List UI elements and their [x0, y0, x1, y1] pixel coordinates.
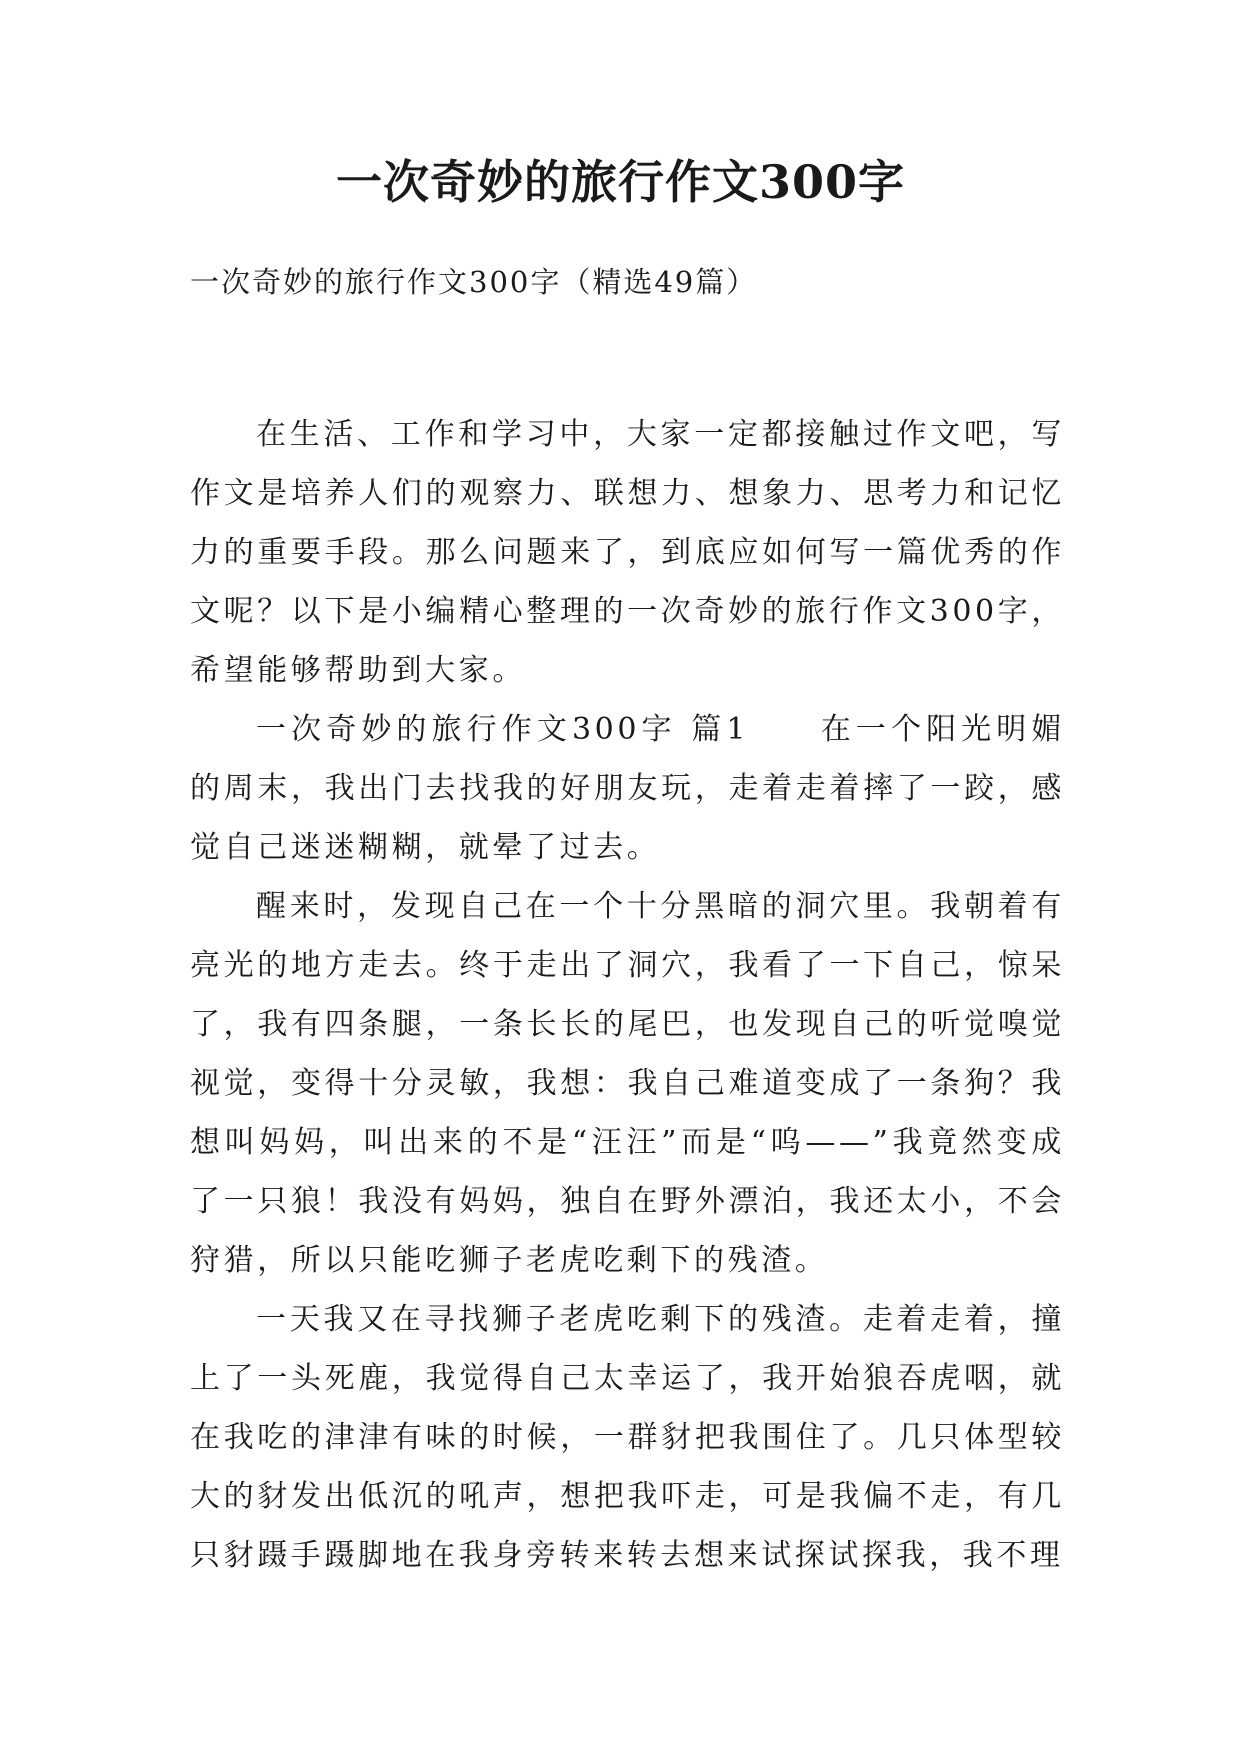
paragraph-2: 醒来时，发现自己在一个十分黑暗的洞穴里。我朝着有亮光的地方走去。终于走出了洞穴，我看了一下自己，惊呆了，我有四条腿，一条长长的尾巴，也发现自己的听觉嗅觉视觉，变得十分灵敏，我想：我自己难道变成了一条狗？我想叫妈妈，叫出来的不是“汪汪”而是“呜——”我竟然变成了一只狼！我没有妈妈，独自在野外漂泊，我还太小，不会狩猎，所以只能吃狮子老虎吃剩下的残渣。	[190, 889, 1065, 1278]
document-title: 一次奇妙的旅行作文300字	[335, 155, 906, 209]
paragraph-1: 一次奇妙的旅行作文300字 篇1 在一个阳光明媚的周末，我出门去找我的好朋友玩，走着走着摔了一跤，感觉自己迷迷糊糊，就晕了过去。	[190, 712, 1065, 865]
document-body	[190, 405, 1065, 1585]
document-subtitle: 一次奇妙的旅行作文300字（精选49篇）	[190, 265, 758, 299]
paragraph-intro: 在生活、工作和学习中，大家一定都接触过作文吧，写作文是培养人们的观察力、联想力、想象力、思考力和记忆力的重要手段。那么问题来了，到底应如何写一篇优秀的作文呢？以下是小编精心整理的一次奇妙的旅行作文300字，希望能够帮助到大家。	[190, 417, 1065, 688]
paragraph-3: 一天我又在寻找狮子老虎吃剩下的残渣。走着走着，撞上了一头死鹿，我觉得自己太幸运了，我开始狼吞虎咽，就在我吃的津津有味的时候，一群豺把我围住了。几只体型较大的豺发出低沉的吼声，想把我吓走，可是我偏不走，有几只豺蹑手蹑脚地在我身旁转来转去想来试探试探我，我不理	[190, 1302, 1065, 1573]
